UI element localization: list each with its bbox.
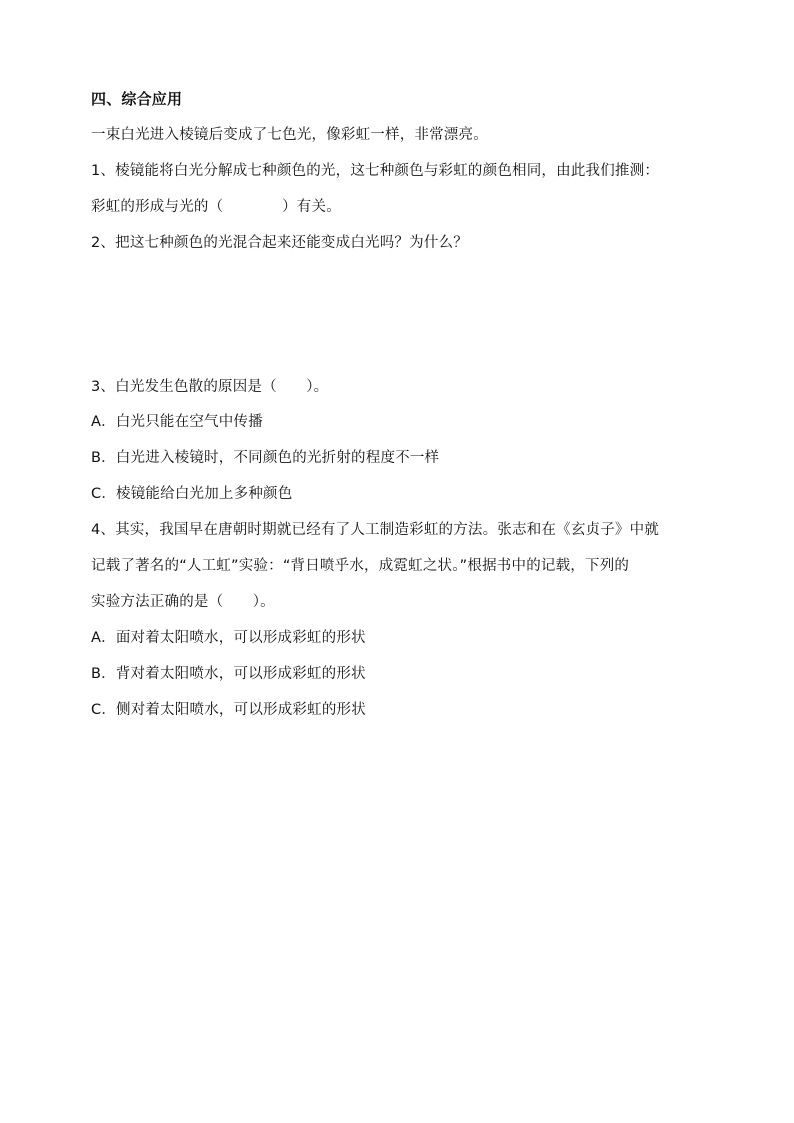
question-4-option-b: B．背对着太阳喷水，可以形成彩虹的形状 [91,666,366,682]
question-4-option-c: C．侧对着太阳喷水，可以形成彩虹的形状 [91,702,366,718]
question-4-line-2: 记载了著名的“人工虹”实验：“背日喷乎水，成霓虹之状。”根据书中的记载，下列的 [91,558,630,574]
section-intro: 一束白光进入棱镜后变成了七色光，像彩虹一样，非常漂亮。 [91,127,488,143]
question-4-option-a: A．面对着太阳喷水，可以形成彩虹的形状 [91,630,366,646]
question-3-option-b: B．白光进入棱镜时，不同颜色的光折射的程度不一样 [91,450,440,466]
question-4-line-3: 实验方法正确的是（ ）。 [91,594,275,610]
question-1-line-1: 1、棱镜能将白光分解成七种颜色的光，这七种颜色与彩虹的颜色相同，由此我们推测： [91,163,660,179]
question-3-stem: 3、白光发生色散的原因是（ ）。 [91,379,329,395]
question-2-line-1: 2、把这七种颜色的光混合起来还能变成白光吗？为什么？ [91,235,468,251]
question-1-line-2: 彩虹的形成与光的（ ）有关。 [91,199,341,215]
question-3-option-a: A．白光只能在空气中传播 [91,414,263,430]
question-4-line-1: 4、其实，我国早在唐朝时期就已经有了人工制造彩虹的方法。张志和在《玄贞子》中就 [91,522,660,538]
section-title: 四、综合应用 [91,90,183,108]
question-3-option-c: C．棱镜能给白光加上多种颜色 [91,486,293,502]
